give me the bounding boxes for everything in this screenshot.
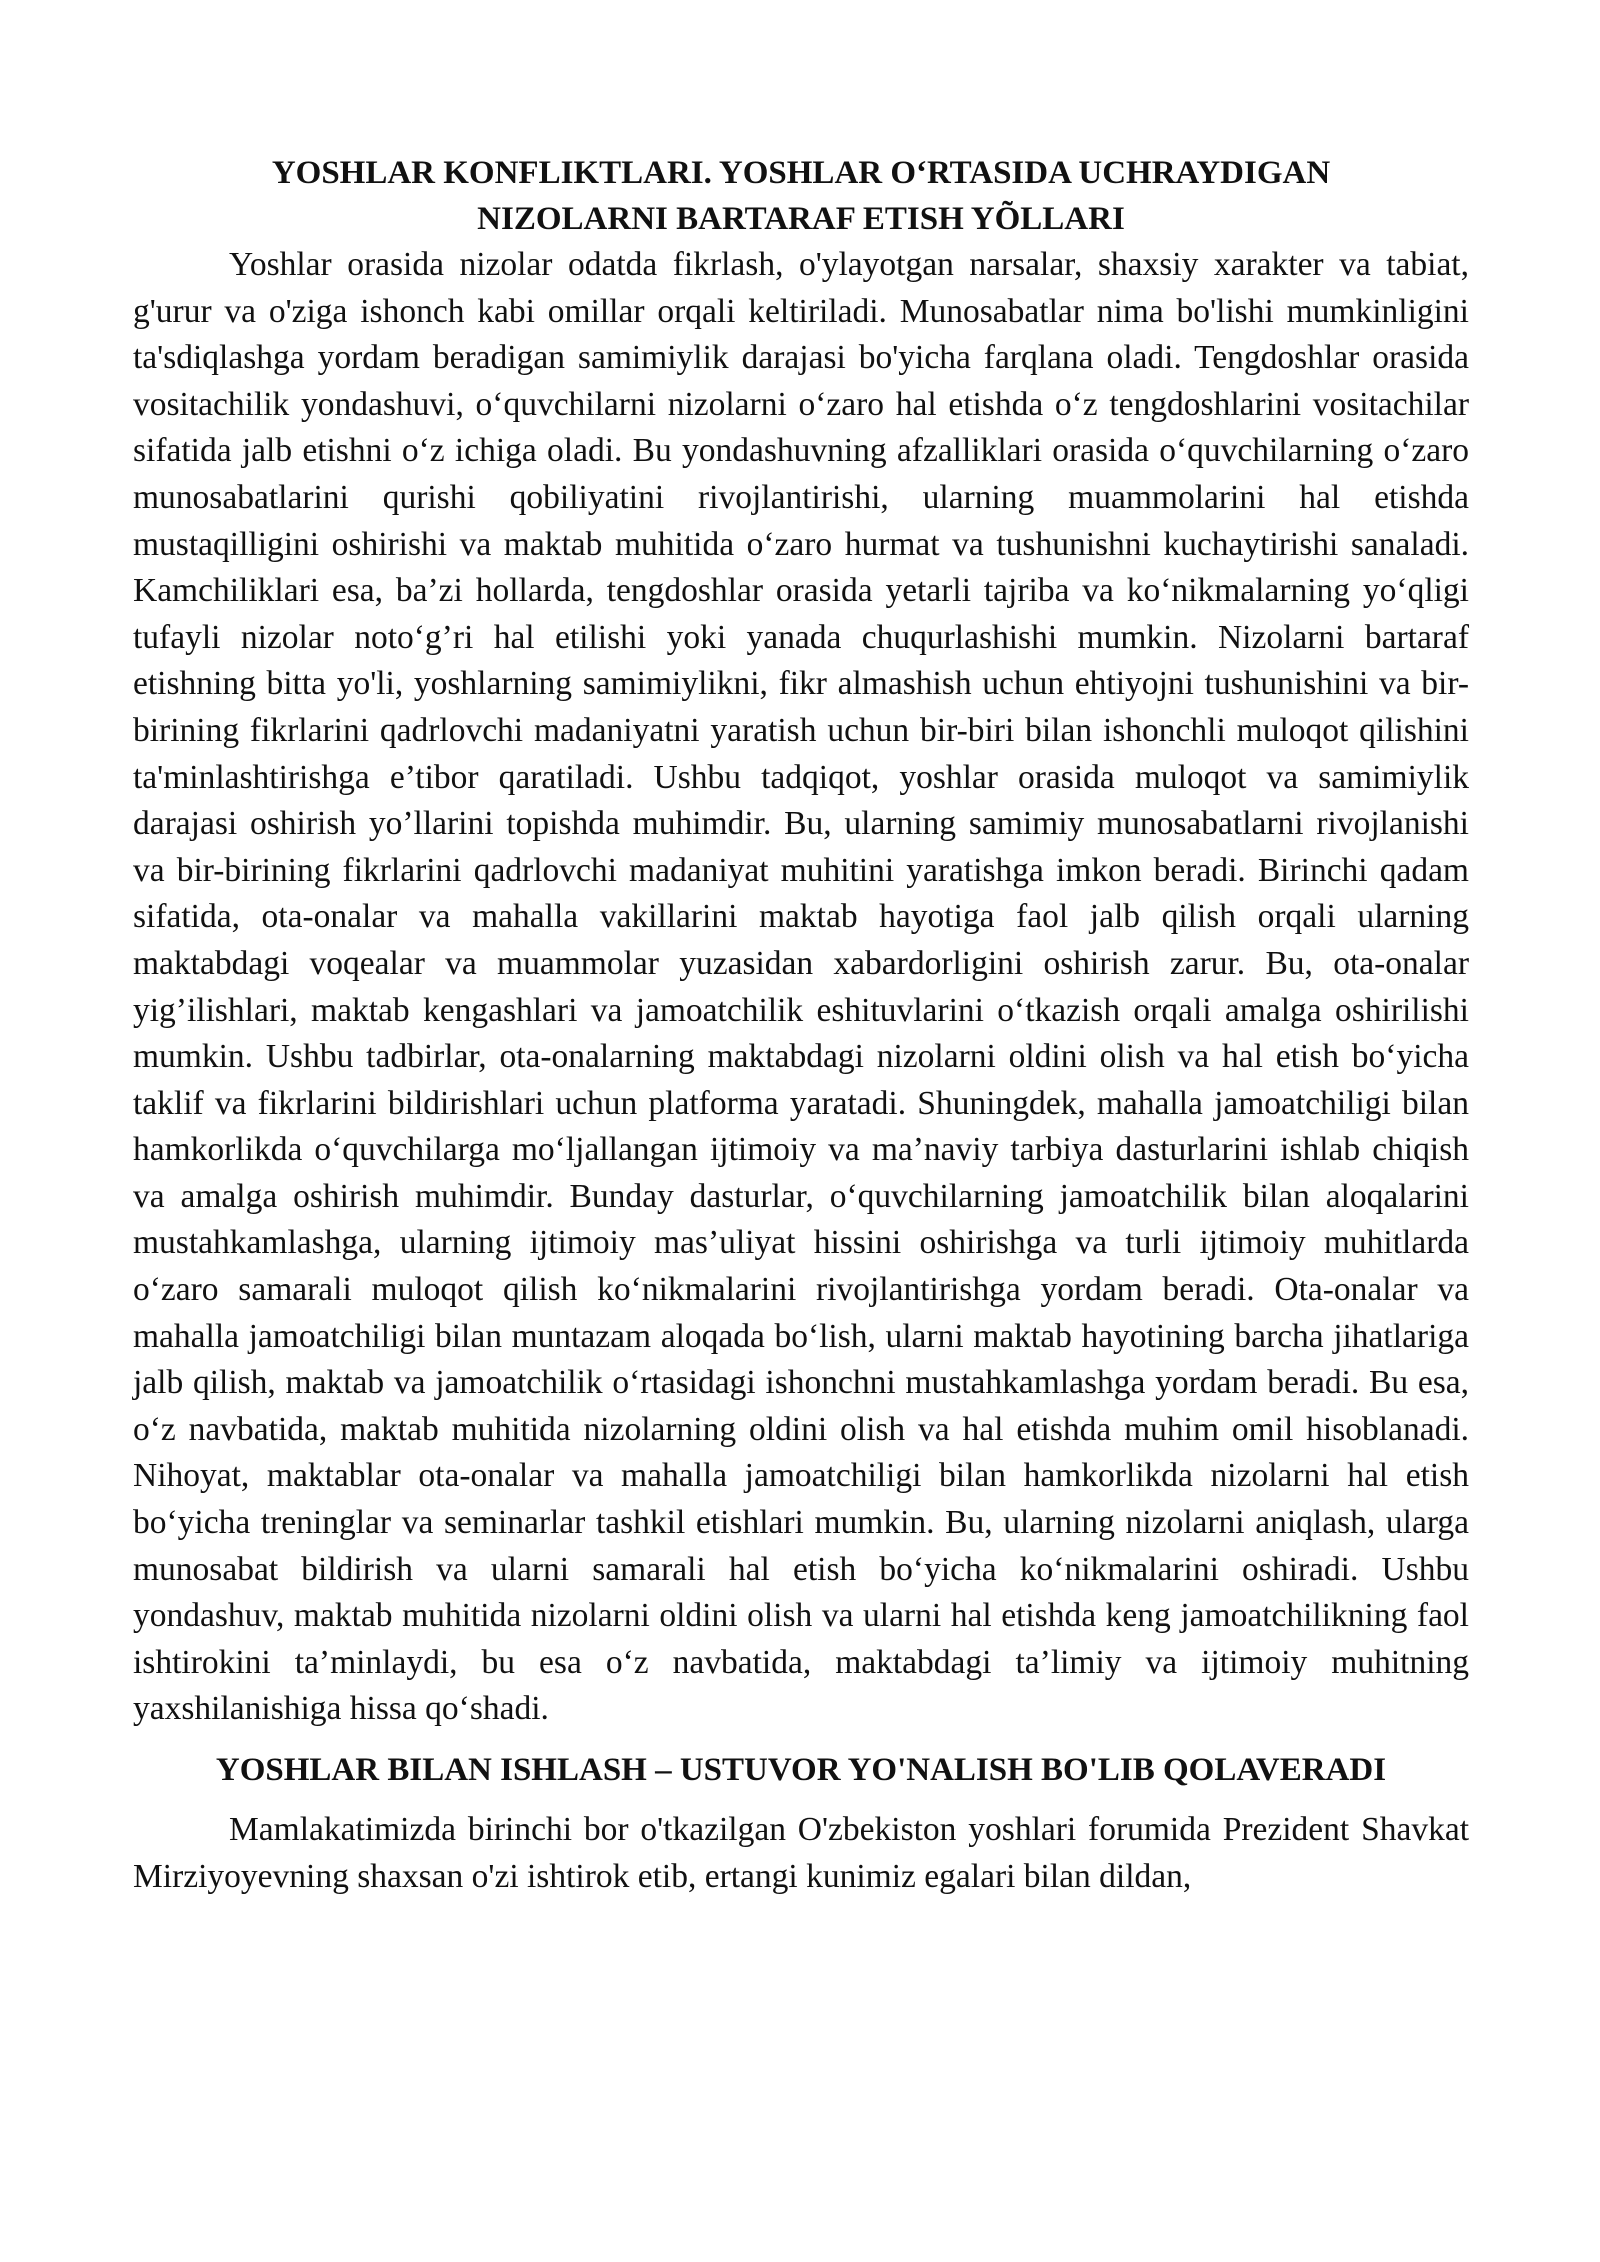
section-1-title-line-1: YOSHLAR KONFLIKTLARI. YOSHLAR O‘RTASIDA UCHRAYDIGAN bbox=[271, 155, 1331, 191]
section-1-title-line-2: NIZOLARNI BARTARAF ETISH YÕLLARI bbox=[477, 201, 1125, 237]
section-1-paragraph: Yoshlar orasida nizolar odatda fikrlash, o'ylayotgan narsalar, shaxsiy xarakter va tabiat, g'urur va o'ziga ishonch kabi omillar orqali keltiriladi. Munosabatlar nima bo'lishi mumkinligini ta'sdiqlashga yordam beradigan samimiylik darajasi bo'yicha farqlana oladi. Tengdoshlar orasida vositachilik yondashuvi, o‘quvchilarni nizolarni o‘zaro hal etishda o‘z tengdoshlarini vositachilar sifatida jalb etishni o‘z ichiga oladi. Bu yondashuvning afzalliklari orasida o‘quvchilarning o‘zaro munosabatlarini qurishi qobiliyatini rivojlantirishi, ularning muammolarini hal etishda mustaqilligini oshirishi va maktab muhitida o‘zaro hurmat va tushunishni kuchaytirishi sanaladi. Kamchiliklari esa, ba’zi hollarda, tengdoshlar orasida yetarli tajriba va ko‘nikmalarning yo‘qligi tufayli nizolar noto‘g’ri hal etilishi yoki yanada chuqurlashishi mumkin. Nizolarni bartaraf etishning bitta yo'li, yoshlarning samimiylikni, fikr almashish uchun ehtiyojni tushunishini va bir-birining fikrlarini qadrlovchi madaniyatni yaratish uchun bir-biri bilan ishonchli muloqot qilishini ta'minlashtirishga e’tibor qaratiladi. Ushbu tadqiqot, yoshlar orasida muloqot va samimiylik darajasi oshirish yo’llarini topishda muhimdir. Bu, ularning samimiy munosabatlarni rivojlanishi va bir-birining fikrlarini qadrlovchi madaniyat muhitini yaratishga imkon beradi. Birinchi qadam sifatida, ota-onalar va mahalla vakillarini maktab hayotiga faol jalb qilish orqali ularning maktabdagi voqealar va muammolar yuzasidan xabardorligini oshirish zarur. Bu, ota-onalar yig’ilishlari, maktab kengashlari va jamoatchilik eshituvlarini o‘tkazish orqali amalga oshirilishi mumkin. Ushbu tadbirlar, ota-onalarning maktabdagi nizolarni oldini olish va hal etish bo‘yicha taklif va fikrlarini bildirishlari uchun platforma yaratadi. Shuningdek, mahalla jamoatchiligi bilan hamkorlikda o‘quvchilarga mo‘ljallangan ijtimoiy va ma’naviy tarbiya dasturlarini ishlab chiqish va amalga oshirish muhimdir. Bunday dasturlar, o‘quvchilarning jamoatchilik bilan aloqalarini mustahkamlashga, ularning ijtimoiy mas’uliyat hissini oshirishga va turli ijtimoiy muhitlarda o‘zaro samarali muloqot qilish ko‘nikmalarini rivojlantirishga yordam beradi. Ota-onalar va mahalla jamoatchiligi bilan muntazam aloqada bo‘lish, ularni maktab hayotining barcha jihatlariga jalb qilish, maktab va jamoatchilik o‘rtasidagi ishonchni mustahkamlashga yordam beradi. Bu esa, o‘z navbatida, maktab muhitida nizolarning oldini olish va hal etishda muhim omil hisoblanadi. Nihoyat, maktablar ota-onalar va mahalla jamoatchiligi bilan hamkorlikda nizolarni hal etish bo‘yicha treninglar va seminarlar tashkil etishlari mumkin. Bu, ularning nizolarni aniqlash, ularga munosabat bildirish va ularni samarali hal etish bo‘yicha ko‘nikmalarini oshiradi. Ushbu yondashuv, maktab muhitida nizolarni oldini olish va ularni hal etishda keng jamoatchilikning faol ishtirokini ta’minlaydi, bu esa o‘z navbatida, maktabdagi ta’limiy va ijtimoiy muhitning yaxshilanishiga hissa qo‘shadi. bbox=[133, 246, 1469, 1728]
section-2-paragraph: Mamlakatimizda birinchi bor o'tkazilgan O'zbekiston yoshlari forumida Prezident Shavkat Mirziyoyevning shaxsan o'zi ishtirok etib, ertangi kunimiz egalari bilan dildan, bbox=[133, 1811, 1469, 1895]
section-2-title: YOSHLAR BILAN ISHLASH – USTUVOR YO'NALISH BO'LIB QOLAVERADI bbox=[215, 1752, 1387, 1788]
document-page bbox=[133, 150, 1469, 1900]
section-1-title bbox=[133, 150, 1469, 242]
